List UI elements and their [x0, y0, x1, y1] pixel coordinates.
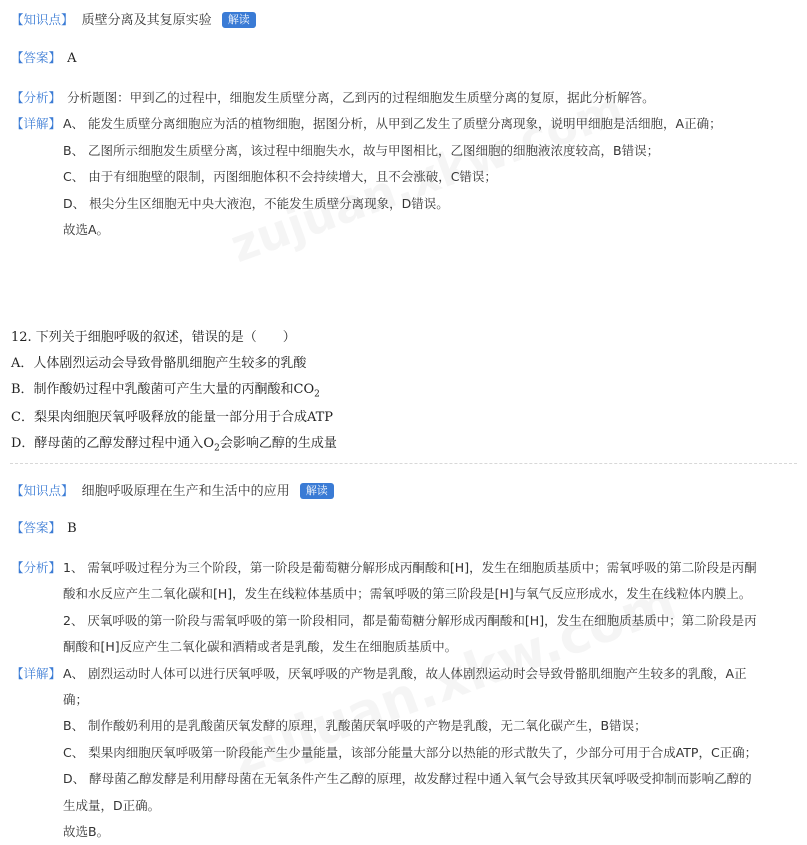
detail-line: 故选B。 [63, 824, 110, 839]
answer-row [11, 48, 77, 66]
detail-line: 确； [63, 692, 89, 707]
question-stem: 12. 下列关于细胞呼吸的叙述，错误的是（ ） [11, 330, 296, 345]
knowledge-tag: 【知识点】 [11, 483, 74, 498]
analysis-text: 分析题图：甲到乙的过程中，细胞发生质壁分离，乙到丙的过程细胞发生质壁分离的复原，据此分析解答。 [67, 90, 655, 105]
answer-row [11, 518, 77, 536]
answer-value: A [67, 51, 77, 66]
detail-line: 生成量，D正确。 [63, 798, 161, 813]
analysis-tag: 【分析】 [11, 560, 62, 575]
analysis-tag: 【分析】 [11, 90, 62, 105]
option-d-text-end: 会影响乙醇的生成量 [219, 436, 337, 451]
detail-line: D、 酵母菌乙醇发酵是利用酵母菌在无氧条件产生乙醇的原理，故发酵过程中通入氧气会导致其厌氧呼吸受抑制而影响乙醇的 [63, 771, 752, 786]
detail-tag: 【详解】 [11, 666, 62, 681]
option-b [11, 378, 320, 400]
detail-line: C、 由于有细胞壁的限制，丙图细胞体积不会持续增大，且不会涨破，C错误； [63, 169, 497, 184]
option-b-text: B．制作酸奶过程中乳酸菌可产生大量的丙酮酸和CO [11, 382, 315, 397]
option-c: C．梨果肉细胞厌氧呼吸释放的能量一部分用于合成ATP [11, 410, 334, 425]
knowledge-title[interactable]: 细胞呼吸原理在生产和生活中的应用 [81, 484, 290, 499]
detail-line: B、 乙图所示细胞发生质壁分离，该过程中细胞失水，故与甲图相比，乙图细胞的细胞液浓度较高，B错误； [63, 143, 660, 158]
analysis-tag-row [11, 558, 61, 576]
option-d [11, 432, 337, 454]
knowledge-tag: 【知识点】 [11, 12, 74, 27]
detail-line: C、 梨果肉细胞厌氧呼吸第一阶段能产生少量能量，该部分能量大部分以热能的形式散失了，少部分可用于合成ATP，C正确； [63, 745, 758, 760]
detail-line: 故选A。 [63, 222, 110, 237]
analysis-row [11, 88, 655, 106]
analysis-line: 酸和水反应产生二氧化碳和[H]，发生在线粒体基质中；需氧呼吸的第三阶段是[H]与氧气反应形成水，发生在线粒体内膜上。 [63, 586, 752, 601]
answer-tag: 【答案】 [11, 520, 62, 535]
option-a: A．人体剧烈运动会导致骨骼肌细胞产生较多的乳酸 [11, 356, 307, 371]
detail-line: A、 能发生质壁分离细胞应为活的植物细胞，据图分析，从甲到乙发生了质壁分离现象，说明甲细胞是活细胞，A正确； [63, 116, 722, 131]
option-d-subscript: 2 [214, 443, 220, 454]
explain-button[interactable]: 解读 [222, 12, 256, 28]
detail-tag-row [11, 664, 61, 682]
detail-line: A、 剧烈运动时人体可以进行厌氧呼吸，厌氧呼吸的产物是乳酸，故人体剧烈运动时会导致骨骼肌细胞产生较多的乳酸，A正 [63, 666, 747, 681]
analysis-line: 2、 厌氧呼吸的第一阶段与需氧呼吸的第一阶段相同，都是葡萄糖分解形成丙酮酸和[H]，发生在细胞质基质中；第二阶段是丙 [63, 613, 757, 628]
detail-line: B、 制作酸奶利用的是乳酸菌厌氧发酵的原理，乳酸菌厌氧呼吸的产物是乳酸，无二氧化碳产生，B错误； [63, 718, 647, 733]
option-d-text: D．酵母菌的乙醇发酵过程中通入O [11, 436, 215, 451]
knowledge-point-row [11, 9, 256, 28]
detail-tag: 【详解】 [11, 116, 62, 131]
detail-tag-row [11, 114, 61, 132]
analysis-line: 1、 需氧呼吸过程分为三个阶段，第一阶段是葡萄糖分解形成丙酮酸和[H]，发生在细胞质基质中；需氧呼吸的第二阶段是丙酮 [63, 560, 757, 575]
knowledge-title[interactable]: 质壁分离及其复原实验 [81, 13, 212, 28]
explain-button[interactable]: 解读 [300, 483, 334, 499]
answer-value: B [67, 521, 77, 536]
analysis-line: 酮酸和[H]反应产生二氧化碳和酒精或者是乳酸，发生在细胞质基质中。 [63, 639, 458, 654]
section-divider [10, 463, 797, 464]
option-b-subscript: 2 [314, 389, 320, 400]
answer-tag: 【答案】 [11, 50, 62, 65]
knowledge-point-row [11, 480, 334, 499]
detail-line: D、 根尖分生区细胞无中央大液泡，不能发生质壁分离现象，D错误。 [63, 196, 449, 211]
